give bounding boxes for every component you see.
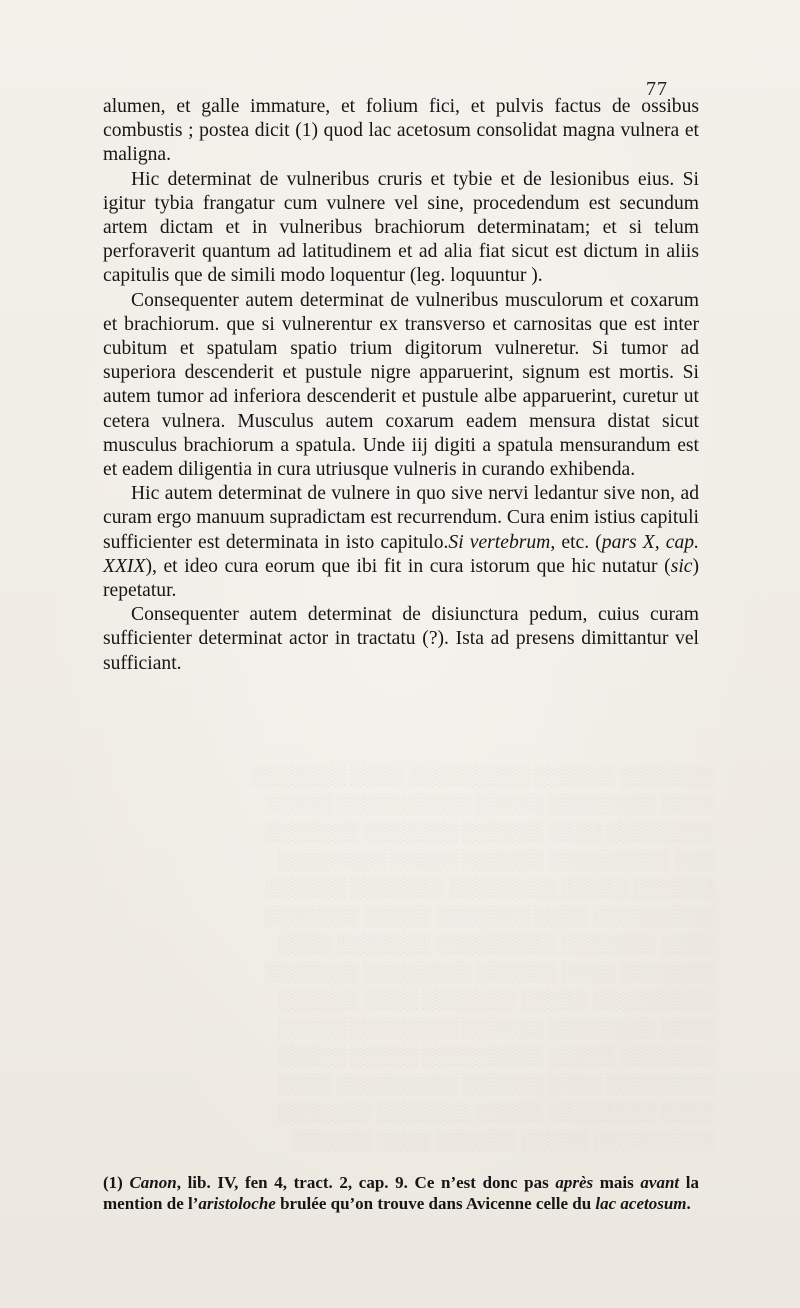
footnote-emph-lac-acetosum: lac acetosum [595, 1194, 687, 1213]
footnote-text-c: , lib. IV, fen 4, tract. 2, cap. 9. Ce n’est donc pas [176, 1173, 556, 1192]
footnote-text-k: . [686, 1194, 691, 1213]
paragraph-4-text-g: ) repetatur. [103, 555, 699, 602]
footnote-text-g: la mention de l’ [103, 1173, 699, 1213]
footnote-emph-avant: avant [640, 1173, 680, 1192]
paragraph-2: Hic determinat de vulneribus cruris et tybie et de lesionibus eius. Si igitur tybia frangatur cum vulnere vel sine, procedendum est secundum artem dictam et in vulneribus brachiorum determinatam; et si telum perforaverit quantum ad latitudinem et ad alia fiat sicut est dictum in aliis capitulis que de simili modo loquentur (leg. loquuntur ). [103, 168, 699, 287]
paragraph-4 [103, 482, 699, 603]
paragraph-4-citation-title: Si vertebrum [448, 531, 551, 553]
paragraph-3: Consequenter autem determinat de vulneribus musculorum et coxarum et brachiorum. que si vulnerentur ex transverso et carnositas que est inter cubitum et spatulam spatio trium digitorum vulneretur. Si tumor ad superiora descenderit et pustule nigre apparuerint, signum est mortis. Si autem tumor ad inferiora descenderit et pustule albe apparuerint, curetur ut cetera vulnera. Musculus autem coxarum eadem mensura distat sicut musculus brachiorum a spatula. Unde iij digiti a spatula mensurandum est et eadem diligentia in cura utriusque vulneris in curando exhibenda. [103, 289, 699, 481]
footnote-work-title: Canon [129, 1173, 177, 1192]
paragraph-1: alumen, et galle immature, et folium fici, et pulvis factus de ossibus combustis ; postea dicit (1) quod lac acetosum consolidat magna vulnera et maligna. [103, 96, 699, 166]
page-number: 77 [646, 78, 668, 100]
footnote-emph-apres: après [555, 1173, 594, 1192]
footnote-marker: (1) [103, 1173, 130, 1192]
paragraph-4-text-c: , etc. ( [550, 531, 602, 553]
main-text [103, 95, 699, 676]
footnote-text-i: brulée qu’on trouve dans Avicenne celle du [275, 1194, 596, 1213]
paragraph-4-text-a: Hic autem determinat de vulnere in quo sive nervi ledantur sive non, ad curam ergo manuum supradictam est recurrendum. Cura enim istius capituli sufficienter est determinata in isto capitulo. [103, 483, 699, 553]
show-through-texture: ░░░░░░░ ░░░░░░ ░░░░░░░░░ ░░░░ ░░░░░░░ ░░░░ ░░░░░░░░ ░░░░░ ░░░░░░░░░░ ░░░░░ ░░░░░░░░ ░░░░ ░░░░░░ ░░░░░░░ ░░░░░░░ ░░░ ░░░░░░░░░ ░░░░░░ ░░░░░ ░░░░░░░░ ░░░░░░ ░░░░░ ░░░░░░░░ ░░░░░░░ ░░░░░░ ░░░░░░░░░ ░░░░ ░░░░░░░ ░░░░░ ░░░░░░░ ░░░░ ░░░░░░░ ░░░░░░░░░ ░░░░░░░ ░░░░ ░░░░░░░ ░░░░ ░░░░░░ ░░░░░░░░ ░░░░░░░ ░░░░░░░░░ ░░░░░ ░░░░░░░ ░░░░ ░░░░░░ ░░░░ ░░░░░░░░ ░░░░░░ ░░░░░░░░ ░░░░░ ░░░░░░░ ░░░░░ ░░░░░░░░░ ░░░░░ ░░░░░ ░░░░░░░░ ░░░░ ░░░░░░ ░░░░░░░░░ ░░░░ ░░░░ ░░░░░░░░ ░░░░░ ░░░░░░░ ░░░░░░░ ░░░░░░░░░ ░░░░░ ░░░░░░ ░░░░ ░░░░░░ [251, 766, 715, 1151]
paragraph-4-citation-ref: pars X, cap. XXIX [103, 531, 699, 577]
paragraph-4-text-e: ), et ideo cura eorum que ibi fit in cura istorum que hic nutatur ( [145, 555, 671, 577]
paragraph-5: Consequenter autem determinat de disiunctura pedum, cuius curam sufficienter determinat actor in tractatu (?). Ista ad presens dimittantur vel sufficiant. [103, 604, 699, 674]
footnote-emph-aristoloche: aristoloche [198, 1194, 276, 1213]
footnote [103, 1172, 699, 1214]
footnote-text-e: mais [593, 1173, 641, 1192]
paragraph-4-sic: sic [670, 555, 693, 577]
